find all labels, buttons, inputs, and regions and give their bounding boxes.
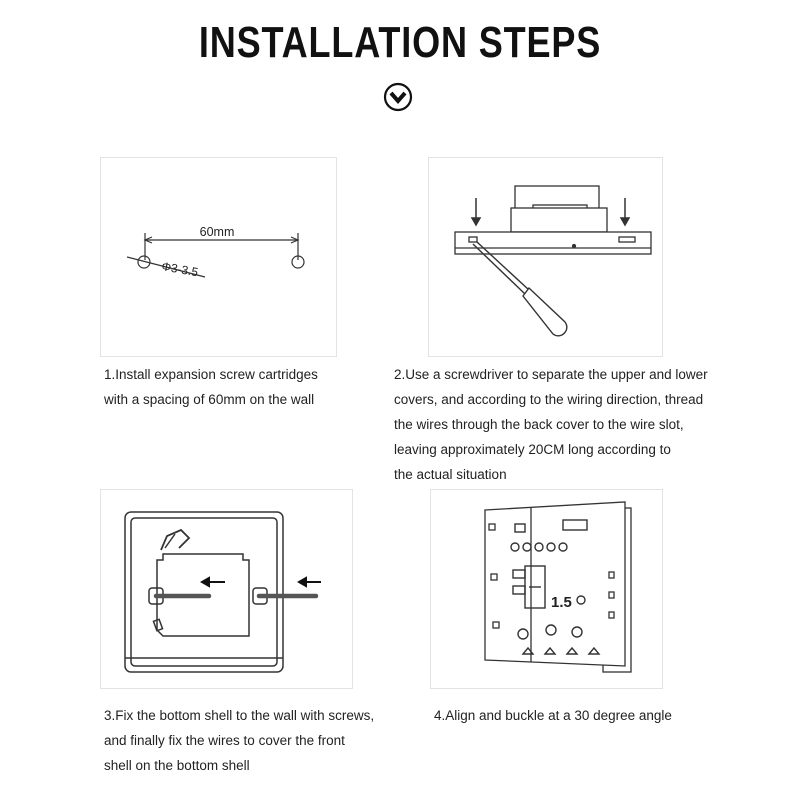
caption-line: the actual situation xyxy=(394,467,507,482)
caption-line: with a spacing of 60mm on the wall xyxy=(104,392,315,407)
page-title: INSTALLATION STEPS xyxy=(198,18,602,67)
dimension-label: 60mm xyxy=(199,225,235,239)
step-1-caption xyxy=(104,362,394,412)
caption-line: the wires through the back cover to the wire slot, xyxy=(394,417,684,432)
caption-line: 4.Align and buckle at a 30 degree angle xyxy=(434,708,672,723)
caption-line: and finally fix the wires to cover the front xyxy=(104,733,345,748)
caption-line: covers, and according to the wiring direction, thread xyxy=(394,392,704,407)
step-3-caption xyxy=(104,703,404,778)
step-3-illustration xyxy=(100,489,353,689)
chevron-down-circle-icon xyxy=(383,82,413,112)
step-4-illustration xyxy=(430,489,663,689)
temperature-display: 1.5 xyxy=(551,594,572,611)
step-2-illustration xyxy=(428,157,663,357)
hole-diameter-label: Φ3-3.5 xyxy=(160,259,200,280)
step-4-caption xyxy=(434,703,734,728)
caption-line: 2.Use a screwdriver to separate the upper and lower xyxy=(394,367,708,382)
caption-line: leaving approximately 20CM long according to xyxy=(394,442,671,457)
step-2-caption xyxy=(394,362,754,487)
caption-line: 1.Install expansion screw cartridges xyxy=(104,367,318,382)
screwdriver-icon xyxy=(473,242,567,336)
thermostat-front-panel xyxy=(485,502,625,666)
thermostat-side-view xyxy=(455,232,651,254)
caption-line: 3.Fix the bottom shell to the wall with screws, xyxy=(104,708,375,723)
caption-line: shell on the bottom shell xyxy=(104,758,250,773)
step-1-illustration xyxy=(100,157,337,357)
